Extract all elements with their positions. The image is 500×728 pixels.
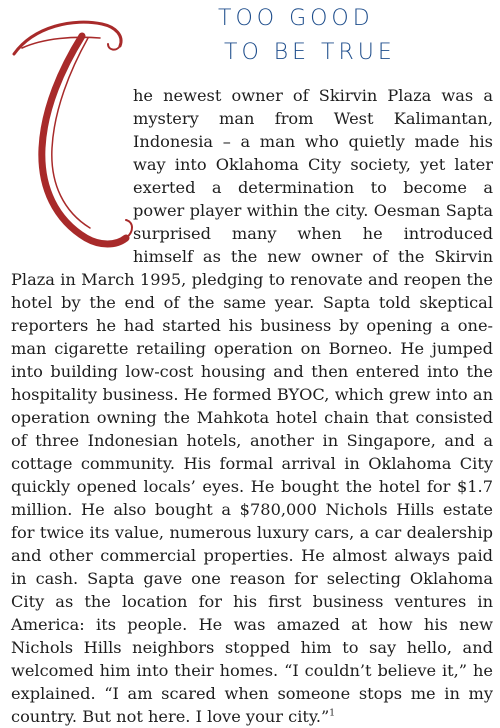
title-line-1: TOO GOOD — [218, 6, 374, 31]
article-body — [11, 84, 493, 728]
footnote-marker: 1 — [329, 708, 336, 719]
dropcap-spacer — [11, 84, 133, 254]
title-line-2: TO BE TRUE — [224, 40, 396, 65]
article-text: he newest owner of Skirvin Plaza was a mystery man from West Kalimantan, Indonesia – a man who quietly made his way into Oklahoma City society, yet later exerted a determination to become a power player within the city. Oesman Sapta surprised many when he introduced himself as the new owner of the Skirvin Plaza in March 1995, pledging to renovate and reopen the hotel by the end of the same year. Sapta told skeptical reporters he had started his business by opening a one-man cigarette retailing operation on Borneo. He jumped into building low-cost housing and then entered into the hospitality business. He formed BYOC, which grew into an operation owning the Mahkota hotel chain that consisted of three Indonesian hotels, another in Singapore, and a cottage community. His formal arrival in Oklahoma City quickly opened locals’ eyes. He bought the hotel for $1.7 million. He also bought a $780,000 Nichols Hills estate for twice its value, numerous luxury cars, a car dealership and other commercial properties. He almost always paid in cash. Sapta gave one reason for selecting Oklahoma City as the location for his first business ventures in America: its people. He was amazed at how his new Nichols Hills neighbors stopped him to say hello, and welcomed him into their homes. “I couldn’t believe it,” he explained. “I am scared when someone stops me in my country. But not here. I love your city.” — [11, 86, 493, 726]
